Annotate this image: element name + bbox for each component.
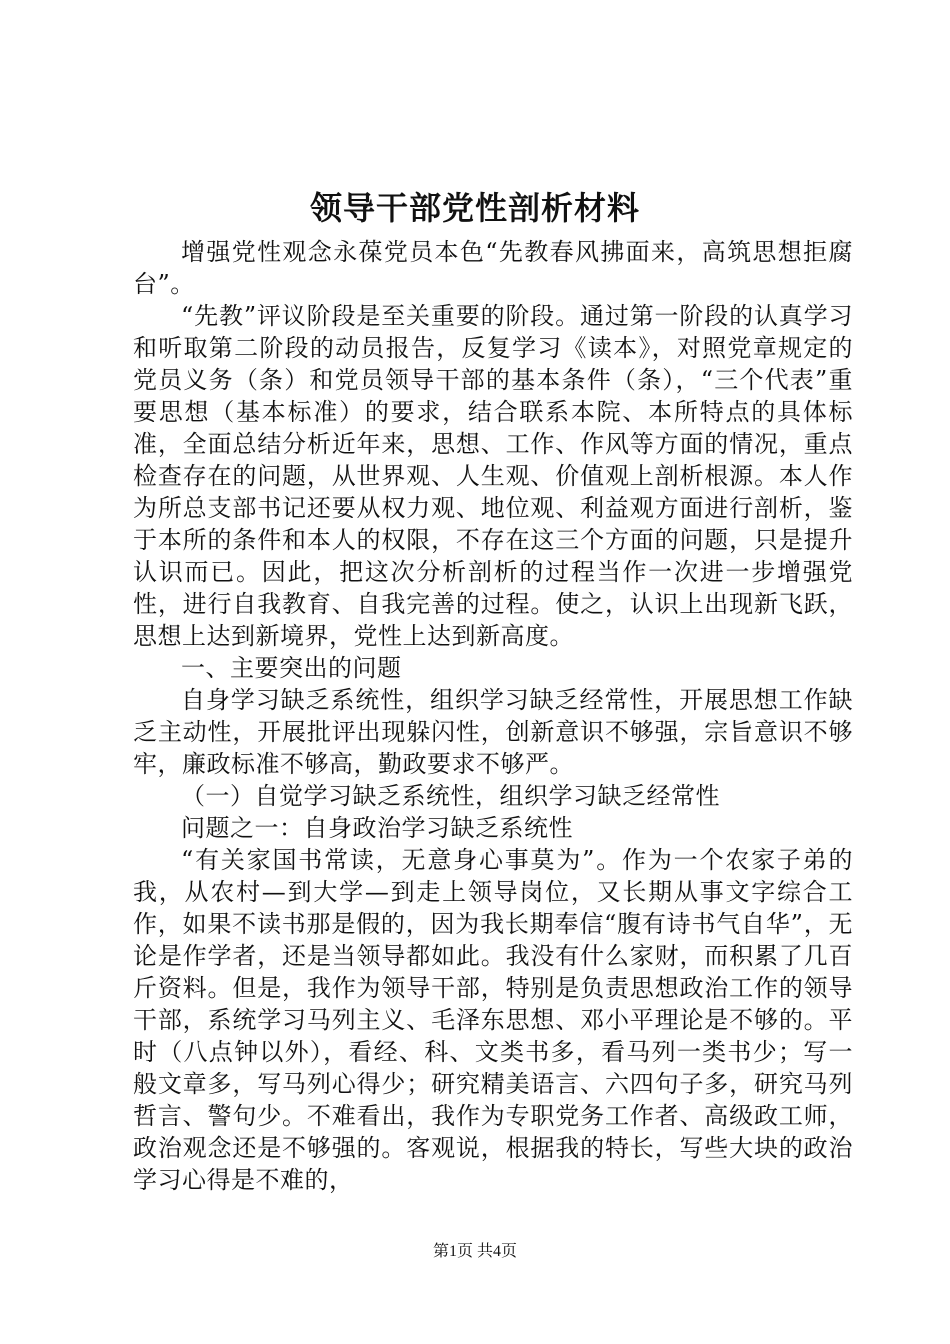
subsection-heading: （一）自觉学习缺乏系统性，组织学习缺乏经常性 bbox=[181, 782, 720, 810]
body-paragraph: 自身学习缺乏系统性，组织学习缺乏经常性，开展思想工作缺乏主动性，开展批评出现躲闪性，创新意识不够强，宗旨意识不够牢，廉政标准不够高，勤政要求不够严。 bbox=[133, 686, 853, 778]
section-heading: 一、主要突出的问题 bbox=[181, 654, 402, 682]
issue-heading: 问题之一：自身政治学习缺乏系统性 bbox=[181, 814, 573, 842]
body-paragraph: 增强党性观念永葆党员本色“先教春风拂面来，高筑思想拒腐台”。 bbox=[133, 238, 853, 298]
page-number-footer: 第1页 共4页 bbox=[432, 1243, 517, 1260]
document-title: 领导干部党性剖析材料 bbox=[309, 189, 640, 227]
document-body bbox=[133, 236, 853, 1196]
body-paragraph: “有关家国书常读，无意身心事莫为”。作为一个农家子弟的我，从农村—到大学—到走上领导岗位，又长期从事文字综合工作，如果不读书那是假的，因为我长期奉信“腹有诗书气自华”，无论是作学者，还是当领导都如此。我没有什么家财，而积累了几百斤资料。但是，我作为领导干部，特别是负责思想政治工作的领导干部，系统学习马列主义、毛泽东思想、邓小平理论是不够的。平时（八点钟以外），看经、科、文类书多，看马列一类书少；写一般文章多，写马列心得少；研究精美语言、六四句子多，研究马列哲言、警句少。不难看出，我作为专职党务工作者、高级政工师，政治观念还是不够强的。客观说，根据我的特长，写些大块的政治学习心得是不难的， bbox=[133, 846, 853, 1194]
body-paragraph: “先教”评议阶段是至关重要的阶段。通过第一阶段的认真学习和听取第二阶段的动员报告，反复学习《读本》，对照党章规定的党员义务（条）和党员领导干部的基本条件（条），“三个代表”重要思想（基本标准）的要求，结合联系本院、本所特点的具体标准，全面总结分析近年来，思想、工作、作风等方面的情况，重点检查存在的问题，从世界观、人生观、价值观上剖析根源。本人作为所总支部书记还要从权力观、地位观、利益观方面进行剖析，鉴于本所的条件和本人的权限，不存在这三个方面的问题，只是提升认识而已。因此，把这次分析剖析的过程当作一次进一步增强党性，进行自我教育、自我完善的过程。使之，认识上出现新飞跃，思想上达到新境界，党性上达到新高度。 bbox=[133, 302, 853, 650]
